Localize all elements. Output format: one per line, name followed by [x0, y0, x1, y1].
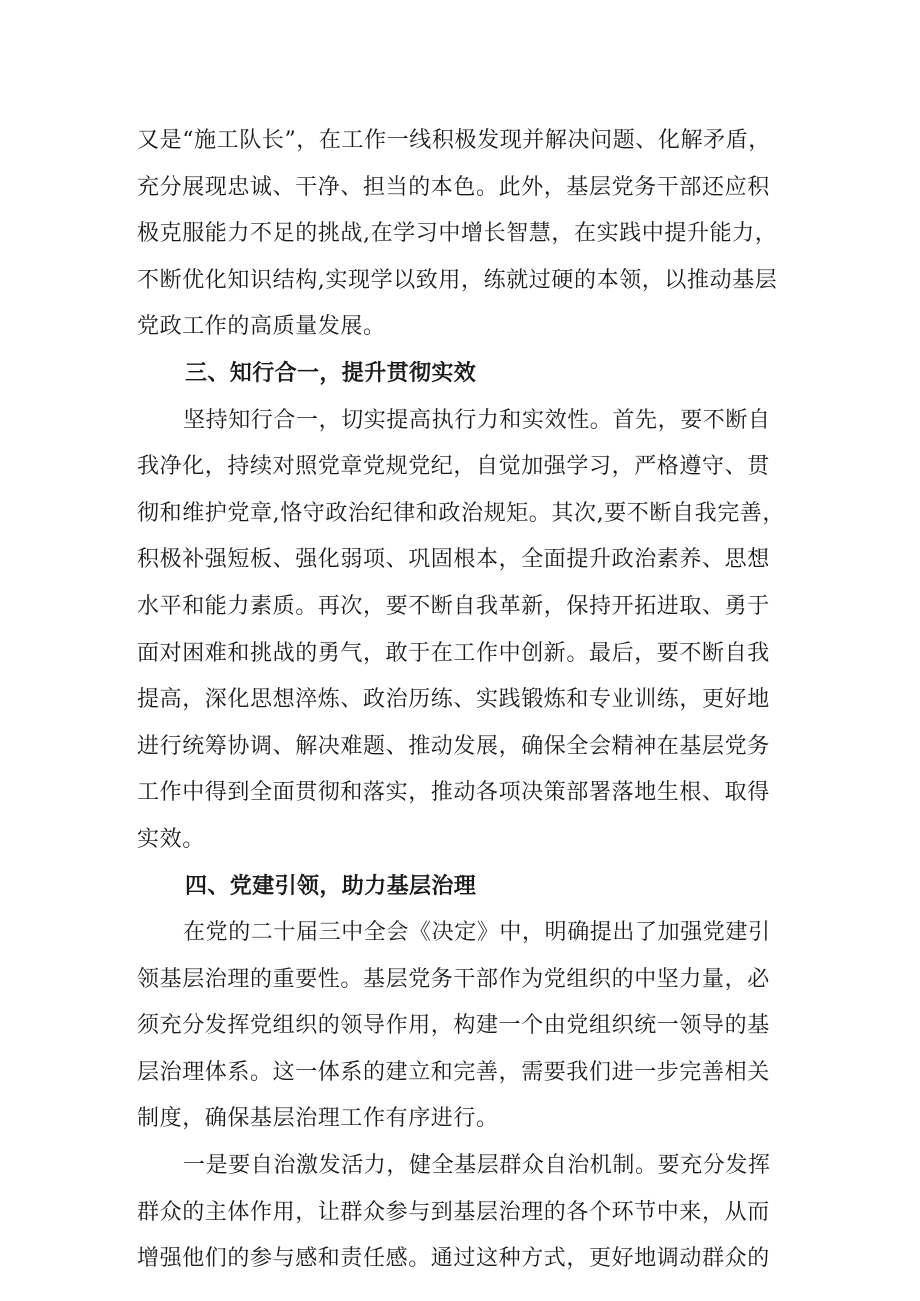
- section3-line-7: 提高，深化思想淬炼、政治历练、实践锻炼和专业训练，更好地: [137, 687, 770, 713]
- section3-heading: 三、知行合一，提升贯彻实效: [185, 360, 477, 386]
- section3-line-8: 进行统筹协调、解决难题、推动发展，确保全会精神在基层党务: [137, 733, 770, 759]
- section3-line-3: 彻和维护党章,恪守政治纪律和政治规矩。其次,要不断自我完善，: [137, 500, 785, 526]
- section4-para2-line-3: 增强他们的参与感和责任感。通过这种方式，更好地调动群众的: [137, 1246, 770, 1272]
- section4-para1-line-1: 在党的二十届三中全会《决定》中，明确提出了加强党建引: [183, 920, 771, 946]
- section4-para2-line-1: 一是要自治激发活力，健全基层群众自治机制。要充分发挥: [183, 1153, 771, 1179]
- section3-line-2: 我净化，持续对照党章党规党纪，自觉加强学习，严格遵守、贯: [137, 454, 770, 480]
- intro-line-5: 党政工作的高质量发展。: [137, 314, 386, 340]
- intro-line-2: 充分展现忠诚、干净、担当的本色。此外，基层党务干部还应积: [137, 174, 770, 200]
- section4-heading: 四、党建引领，助力基层治理: [185, 873, 477, 899]
- section3-line-10: 实效。: [137, 826, 205, 852]
- section4-para2-line-2: 群众的主体作用，让群众参与到基层治理的各个环节中来，从而: [137, 1199, 770, 1225]
- section3-line-5: 水平和能力素质。再次，要不断自我革新，保持开拓进取、勇于: [137, 593, 770, 619]
- section3-line-4: 积极补强短板、强化弱项、巩固根本，全面提升政治素养、思想: [137, 547, 770, 573]
- section4-para1-line-3: 须充分发挥党组织的领导作用，构建一个由党组织统一领导的基: [137, 1013, 770, 1039]
- section3-line-1: 坚持知行合一，切实提高执行力和实效性。首先，要不断自: [183, 407, 771, 433]
- document-page: [137, 118, 791, 1283]
- intro-line-4: 不断优化知识结构,实现学以致用，练就过硬的本领，以推动基层: [137, 267, 778, 293]
- intro-line-3: 极克服能力不足的挑战,在学习中增长智慧，在实践中提升能力，: [137, 221, 778, 247]
- section4-para1-line-4: 层治理体系。这一体系的建立和完善，需要我们进一步完善相关: [137, 1059, 770, 1085]
- section4-para1-line-5: 制度，确保基层治理工作有序进行。: [137, 1106, 499, 1132]
- intro-line-1: 又是“施工队长”，在工作一线积极发现并解决问题、化解矛盾，: [137, 128, 771, 153]
- section4-para1-line-2: 领基层治理的重要性。基层党务干部作为党组织的中坚力量，必: [137, 966, 770, 992]
- section3-line-9: 工作中得到全面贯彻和落实，推动各项决策部署落地生根、取得: [137, 780, 770, 806]
- section3-line-6: 面对困难和挑战的勇气，敢于在工作中创新。最后，要不断自我: [137, 640, 770, 666]
